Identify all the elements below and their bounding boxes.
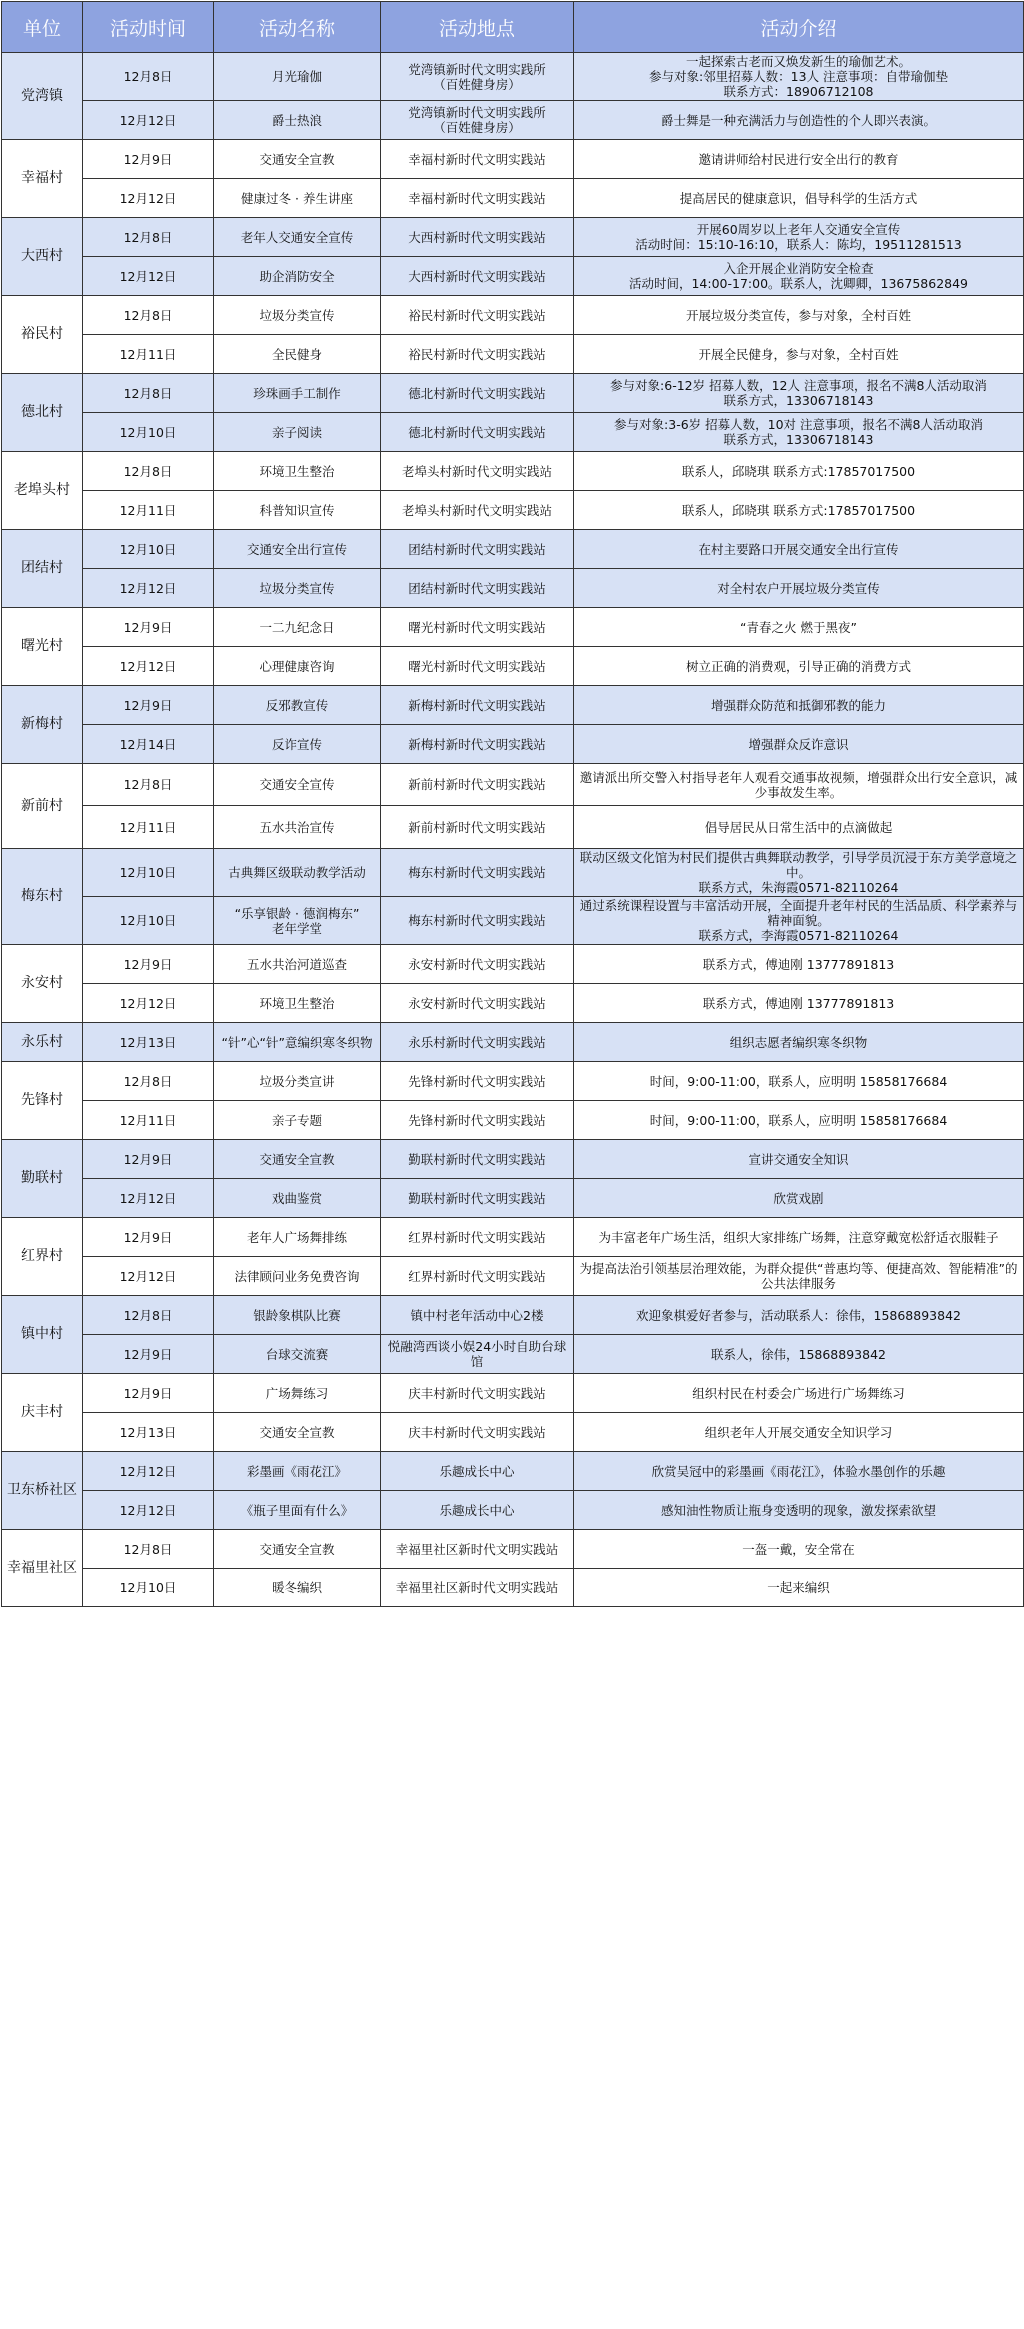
intro-cell: 爵士舞是一种充满活力与创造性的个人即兴表演。 [574, 101, 1024, 140]
intro-cell: 增强群众反诈意识 [574, 725, 1024, 764]
table-row [2, 1296, 1024, 1335]
table-row [2, 1374, 1024, 1413]
name-cell: 全民健身 [214, 335, 381, 374]
header-intro: 活动介绍 [574, 2, 1024, 53]
intro-cell: 参与对象:3-6岁 招募人数，10对 注意事项，报名不满8人活动取消 联系方式，13306718143 [574, 413, 1024, 452]
place-cell: 党湾镇新时代文明实践所 （百姓健身房） [381, 53, 574, 101]
unit-cell: 裕民村 [2, 296, 83, 374]
intro-cell: 增强群众防范和抵御邪教的能力 [574, 686, 1024, 725]
table-row [2, 374, 1024, 413]
name-cell: 科普知识宣传 [214, 491, 381, 530]
date-cell: 12月12日 [83, 101, 214, 140]
table-row [2, 413, 1024, 452]
name-cell: 交通安全宣教 [214, 1413, 381, 1452]
table-row [2, 647, 1024, 686]
table-row [2, 101, 1024, 140]
place-cell: 新梅村新时代文明实践站 [381, 686, 574, 725]
name-cell: 广场舞练习 [214, 1374, 381, 1413]
activity-table [1, 1, 1024, 1607]
date-cell: 12月11日 [83, 491, 214, 530]
name-cell: 珍珠画手工制作 [214, 374, 381, 413]
intro-cell: 组织老年人开展交通安全知识学习 [574, 1413, 1024, 1452]
table-row [2, 140, 1024, 179]
table-row [2, 1101, 1024, 1140]
date-cell: 12月10日 [83, 530, 214, 569]
table-row [2, 335, 1024, 374]
intro-cell: 欢迎象棋爱好者参与，活动联系人：徐伟，15868893842 [574, 1296, 1024, 1335]
name-cell: 心理健康咨询 [214, 647, 381, 686]
table-row [2, 1062, 1024, 1101]
unit-cell: 新前村 [2, 764, 83, 849]
unit-cell: 永乐村 [2, 1023, 83, 1062]
table-row [2, 1179, 1024, 1218]
unit-cell: 党湾镇 [2, 53, 83, 140]
name-cell: “针”心“针”意编织寒冬织物 [214, 1023, 381, 1062]
header-place: 活动地点 [381, 2, 574, 53]
date-cell: 12月12日 [83, 1452, 214, 1491]
intro-cell: 组织村民在村委会广场进行广场舞练习 [574, 1374, 1024, 1413]
place-cell: 梅东村新时代文明实践站 [381, 849, 574, 897]
unit-cell: 卫东桥社区 [2, 1452, 83, 1530]
table-body [2, 53, 1024, 1607]
date-cell: 12月11日 [83, 335, 214, 374]
name-cell: 亲子阅读 [214, 413, 381, 452]
name-cell: 爵士热浪 [214, 101, 381, 140]
unit-cell: 团结村 [2, 530, 83, 608]
intro-cell: 一起来编织 [574, 1569, 1024, 1607]
name-cell: 交通安全宣传 [214, 764, 381, 806]
date-cell: 12月12日 [83, 1257, 214, 1296]
intro-cell: 开展垃圾分类宣传，参与对象，全村百姓 [574, 296, 1024, 335]
place-cell: 红界村新时代文明实践站 [381, 1257, 574, 1296]
unit-cell: 红界村 [2, 1218, 83, 1296]
table-row [2, 849, 1024, 897]
intro-cell: 邀请讲师给村民进行安全出行的教育 [574, 140, 1024, 179]
date-cell: 12月10日 [83, 897, 214, 945]
name-cell: 垃圾分类宣传 [214, 569, 381, 608]
intro-cell: 为提高法治引领基层治理效能，为群众提供“普惠均等、便捷高效、智能精准”的公共法律服务 [574, 1257, 1024, 1296]
table-row [2, 1023, 1024, 1062]
table-row [2, 1257, 1024, 1296]
place-cell: 乐趣成长中心 [381, 1491, 574, 1530]
name-cell: 交通安全宣教 [214, 140, 381, 179]
intro-cell: 入企开展企业消防安全检查 活动时间，14:00-17:00。联系人，沈卿卿，13675862849 [574, 257, 1024, 296]
intro-cell: 感知油性物质让瓶身变透明的现象，激发探索欲望 [574, 1491, 1024, 1530]
place-cell: 幸福里社区新时代文明实践站 [381, 1569, 574, 1607]
table-row [2, 1569, 1024, 1607]
intro-cell: 一起探索古老而又焕发新生的瑜伽艺术。 参与对象:邻里招募人数：13人 注意事项：自带瑜伽垫 联系方式：18906712108 [574, 53, 1024, 101]
place-cell: 幸福村新时代文明实践站 [381, 140, 574, 179]
unit-cell: 幸福里社区 [2, 1530, 83, 1607]
place-cell: 大西村新时代文明实践站 [381, 218, 574, 257]
date-cell: 12月12日 [83, 257, 214, 296]
place-cell: 幸福村新时代文明实践站 [381, 179, 574, 218]
unit-cell: 永安村 [2, 945, 83, 1023]
intro-cell: “青春之火 燃于黑夜” [574, 608, 1024, 647]
place-cell: 幸福里社区新时代文明实践站 [381, 1530, 574, 1569]
table-row [2, 491, 1024, 530]
table-row [2, 569, 1024, 608]
place-cell: 镇中村老年活动中心2楼 [381, 1296, 574, 1335]
intro-cell: 在村主要路口开展交通安全出行宣传 [574, 530, 1024, 569]
name-cell: 彩墨画《雨花江》 [214, 1452, 381, 1491]
date-cell: 12月9日 [83, 1374, 214, 1413]
place-cell: 团结村新时代文明实践站 [381, 530, 574, 569]
date-cell: 12月8日 [83, 1530, 214, 1569]
date-cell: 12月9日 [83, 945, 214, 984]
table-row [2, 1530, 1024, 1569]
name-cell: 健康过冬 · 养生讲座 [214, 179, 381, 218]
date-cell: 12月8日 [83, 452, 214, 491]
date-cell: 12月8日 [83, 764, 214, 806]
name-cell: 《瓶子里面有什么》 [214, 1491, 381, 1530]
name-cell: 亲子专题 [214, 1101, 381, 1140]
name-cell: 暖冬编织 [214, 1569, 381, 1607]
intro-cell: 联系人，邱晓琪 联系方式:17857017500 [574, 452, 1024, 491]
table-row [2, 530, 1024, 569]
intro-cell: 倡导居民从日常生活中的点滴做起 [574, 806, 1024, 849]
name-cell: 古典舞区级联动教学活动 [214, 849, 381, 897]
date-cell: 12月8日 [83, 1296, 214, 1335]
place-cell: 永安村新时代文明实践站 [381, 984, 574, 1023]
intro-cell: 联系方式，傅迪刚 13777891813 [574, 984, 1024, 1023]
date-cell: 12月12日 [83, 1491, 214, 1530]
name-cell: 台球交流赛 [214, 1335, 381, 1374]
place-cell: 裕民村新时代文明实践站 [381, 296, 574, 335]
unit-cell: 曙光村 [2, 608, 83, 686]
unit-cell: 先锋村 [2, 1062, 83, 1140]
table-row [2, 218, 1024, 257]
table-row [2, 686, 1024, 725]
name-cell: 环境卫生整治 [214, 452, 381, 491]
date-cell: 12月10日 [83, 413, 214, 452]
name-cell: “乐享银龄 · 德润梅东” 老年学堂 [214, 897, 381, 945]
name-cell: 月光瑜伽 [214, 53, 381, 101]
intro-cell: 宣讲交通安全知识 [574, 1140, 1024, 1179]
intro-cell: 组织志愿者编织寒冬织物 [574, 1023, 1024, 1062]
table-row [2, 1452, 1024, 1491]
table-row [2, 1335, 1024, 1374]
intro-cell: 开展60周岁以上老年人交通安全宣传 活动时间：15:10-16:10，联系人：陈均，19511281513 [574, 218, 1024, 257]
name-cell: 戏曲鉴赏 [214, 1179, 381, 1218]
date-cell: 12月11日 [83, 806, 214, 849]
place-cell: 党湾镇新时代文明实践所 （百姓健身房） [381, 101, 574, 140]
unit-cell: 庆丰村 [2, 1374, 83, 1452]
place-cell: 永乐村新时代文明实践站 [381, 1023, 574, 1062]
intro-cell: 树立正确的消费观，引导正确的消费方式 [574, 647, 1024, 686]
name-cell: 一二九纪念日 [214, 608, 381, 647]
intro-cell: 联系方式，傅迪刚 13777891813 [574, 945, 1024, 984]
name-cell: 老年人广场舞排练 [214, 1218, 381, 1257]
date-cell: 12月8日 [83, 296, 214, 335]
place-cell: 曙光村新时代文明实践站 [381, 647, 574, 686]
date-cell: 12月8日 [83, 1062, 214, 1101]
header-date: 活动时间 [83, 2, 214, 53]
intro-cell: 为丰富老年广场生活，组织大家排练广场舞，注意穿戴宽松舒适衣服鞋子 [574, 1218, 1024, 1257]
unit-cell: 幸福村 [2, 140, 83, 218]
table-row [2, 1218, 1024, 1257]
place-cell: 乐趣成长中心 [381, 1452, 574, 1491]
unit-cell: 新梅村 [2, 686, 83, 764]
table-row [2, 1140, 1024, 1179]
date-cell: 12月8日 [83, 374, 214, 413]
place-cell: 老埠头村新时代文明实践站 [381, 491, 574, 530]
date-cell: 12月14日 [83, 725, 214, 764]
intro-cell: 参与对象:6-12岁 招募人数，12人 注意事项，报名不满8人活动取消 联系方式，13306718143 [574, 374, 1024, 413]
place-cell: 裕民村新时代文明实践站 [381, 335, 574, 374]
place-cell: 红界村新时代文明实践站 [381, 1218, 574, 1257]
date-cell: 12月12日 [83, 179, 214, 218]
date-cell: 12月12日 [83, 984, 214, 1023]
date-cell: 12月8日 [83, 53, 214, 101]
table-row [2, 608, 1024, 647]
table-row [2, 452, 1024, 491]
name-cell: 五水共治河道巡查 [214, 945, 381, 984]
name-cell: 助企消防安全 [214, 257, 381, 296]
place-cell: 曙光村新时代文明实践站 [381, 608, 574, 647]
intro-cell: 时间，9:00-11:00，联系人，应明明 15858176684 [574, 1101, 1024, 1140]
date-cell: 12月13日 [83, 1023, 214, 1062]
name-cell: 反诈宣传 [214, 725, 381, 764]
table-row [2, 806, 1024, 849]
name-cell: 交通安全出行宣传 [214, 530, 381, 569]
date-cell: 12月10日 [83, 1569, 214, 1607]
place-cell: 庆丰村新时代文明实践站 [381, 1413, 574, 1452]
name-cell: 交通安全宣教 [214, 1530, 381, 1569]
date-cell: 12月9日 [83, 1218, 214, 1257]
place-cell: 庆丰村新时代文明实践站 [381, 1374, 574, 1413]
place-cell: 勤联村新时代文明实践站 [381, 1140, 574, 1179]
table-row [2, 257, 1024, 296]
unit-cell: 镇中村 [2, 1296, 83, 1374]
place-cell: 梅东村新时代文明实践站 [381, 897, 574, 945]
place-cell: 新前村新时代文明实践站 [381, 806, 574, 849]
date-cell: 12月9日 [83, 608, 214, 647]
table-row [2, 945, 1024, 984]
intro-cell: 时间，9:00-11:00，联系人，应明明 15858176684 [574, 1062, 1024, 1101]
date-cell: 12月9日 [83, 1335, 214, 1374]
header-name: 活动名称 [214, 2, 381, 53]
date-cell: 12月8日 [83, 218, 214, 257]
table-row [2, 897, 1024, 945]
table-row [2, 764, 1024, 806]
place-cell: 新前村新时代文明实践站 [381, 764, 574, 806]
date-cell: 12月12日 [83, 1179, 214, 1218]
place-cell: 永安村新时代文明实践站 [381, 945, 574, 984]
table-row [2, 53, 1024, 101]
table-row [2, 1491, 1024, 1530]
intro-cell: 联系人，徐伟，15868893842 [574, 1335, 1024, 1374]
date-cell: 12月12日 [83, 647, 214, 686]
intro-cell: 联动区级文化馆为村民们提供古典舞联动教学，引导学员沉浸于东方美学意境之中。 联系方式，朱海霞0571-82110264 [574, 849, 1024, 897]
intro-cell: 邀请派出所交警入村指导老年人观看交通事故视频，增强群众出行安全意识，减少事故发生率。 [574, 764, 1024, 806]
table-row [2, 984, 1024, 1023]
name-cell: 老年人交通安全宣传 [214, 218, 381, 257]
name-cell: 交通安全宣教 [214, 1140, 381, 1179]
date-cell: 12月9日 [83, 1140, 214, 1179]
intro-cell: 开展全民健身，参与对象，全村百姓 [574, 335, 1024, 374]
name-cell: 环境卫生整治 [214, 984, 381, 1023]
unit-cell: 勤联村 [2, 1140, 83, 1218]
name-cell: 五水共治宣传 [214, 806, 381, 849]
place-cell: 先锋村新时代文明实践站 [381, 1062, 574, 1101]
unit-cell: 梅东村 [2, 849, 83, 945]
intro-cell: 提高居民的健康意识，倡导科学的生活方式 [574, 179, 1024, 218]
place-cell: 先锋村新时代文明实践站 [381, 1101, 574, 1140]
intro-cell: 联系人，邱晓琪 联系方式:17857017500 [574, 491, 1024, 530]
intro-cell: 一盔一戴，安全常在 [574, 1530, 1024, 1569]
place-cell: 勤联村新时代文明实践站 [381, 1179, 574, 1218]
name-cell: 反邪教宣传 [214, 686, 381, 725]
table-row [2, 1413, 1024, 1452]
date-cell: 12月9日 [83, 686, 214, 725]
place-cell: 德北村新时代文明实践站 [381, 374, 574, 413]
date-cell: 12月10日 [83, 849, 214, 897]
intro-cell: 欣赏戏剧 [574, 1179, 1024, 1218]
place-cell: 德北村新时代文明实践站 [381, 413, 574, 452]
name-cell: 垃圾分类宣传 [214, 296, 381, 335]
date-cell: 12月13日 [83, 1413, 214, 1452]
table-row [2, 179, 1024, 218]
date-cell: 12月11日 [83, 1101, 214, 1140]
place-cell: 大西村新时代文明实践站 [381, 257, 574, 296]
name-cell: 垃圾分类宣讲 [214, 1062, 381, 1101]
name-cell: 银龄象棋队比赛 [214, 1296, 381, 1335]
header-unit: 单位 [2, 2, 83, 53]
date-cell: 12月12日 [83, 569, 214, 608]
table-row [2, 725, 1024, 764]
place-cell: 悦融湾西谈小娱24小时自助台球馆 [381, 1335, 574, 1374]
intro-cell: 对全村农户开展垃圾分类宣传 [574, 569, 1024, 608]
place-cell: 新梅村新时代文明实践站 [381, 725, 574, 764]
unit-cell: 老埠头村 [2, 452, 83, 530]
table-row [2, 296, 1024, 335]
place-cell: 团结村新时代文明实践站 [381, 569, 574, 608]
place-cell: 老埠头村新时代文明实践站 [381, 452, 574, 491]
unit-cell: 大西村 [2, 218, 83, 296]
unit-cell: 德北村 [2, 374, 83, 452]
date-cell: 12月9日 [83, 140, 214, 179]
header-row [2, 2, 1024, 53]
intro-cell: 欣赏吴冠中的彩墨画《雨花江》，体验水墨创作的乐趣 [574, 1452, 1024, 1491]
name-cell: 法律顾问业务免费咨询 [214, 1257, 381, 1296]
intro-cell: 通过系统课程设置与丰富活动开展，全面提升老年村民的生活品质、科学素养与精神面貌。 联系方式，李海霞0571-82110264 [574, 897, 1024, 945]
